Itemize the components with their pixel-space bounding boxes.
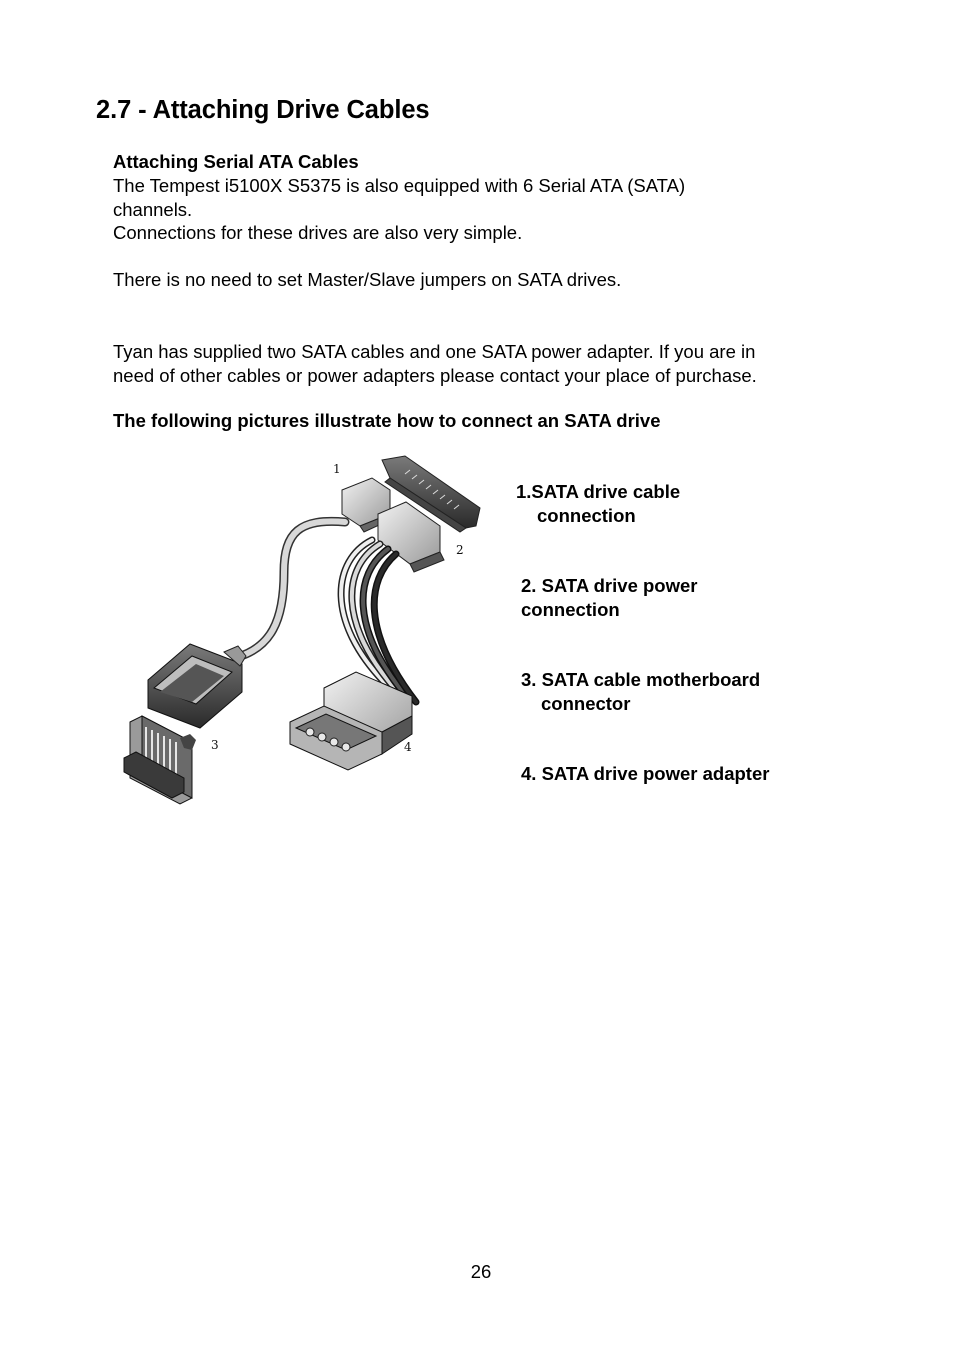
legend-item-1 — [516, 480, 680, 527]
section-heading: 2.7 - Attaching Drive Cables — [96, 96, 430, 124]
paragraph-jumpers: There is no need to set Master/Slave jumpers on SATA drives. — [113, 269, 622, 290]
legend-line: 2. SATA drive power — [521, 575, 698, 596]
callout-4: 4 — [404, 740, 412, 754]
figure-intro: The following pictures illustrate how to connect an SATA drive — [113, 410, 661, 431]
paragraph-supplied-cables — [113, 340, 757, 387]
legend-item-4 — [521, 762, 769, 786]
paragraph-line: channels. — [113, 198, 193, 220]
legend-line: connection — [537, 504, 636, 526]
legend-line: 3. SATA cable motherboard — [521, 669, 761, 690]
paragraph-line: Connections for these drives are also very simple. — [113, 222, 523, 243]
callout-3: 3 — [211, 738, 219, 752]
legend-item-2 — [521, 574, 697, 621]
legend-item-3 — [521, 668, 760, 715]
callout-2: 2 — [456, 543, 464, 557]
paragraph-line: need of other cables or power adapters please contact your place of purchase. — [113, 364, 757, 386]
paragraph-line: The Tempest i5100X S5375 is also equipped with 6 Serial ATA (SATA) — [113, 175, 686, 196]
legend-line: 4. SATA drive power adapter — [521, 763, 770, 784]
legend-line: connection — [521, 598, 620, 620]
page-number: 26 — [470, 1261, 492, 1282]
callout-1: 1 — [333, 462, 341, 476]
data-cable-shape — [238, 521, 345, 657]
motherboard-header-shape — [124, 716, 196, 804]
motherboard-plug-shape — [148, 644, 246, 728]
legend-line: connector — [541, 692, 631, 714]
legend-line: 1.SATA drive cable — [516, 481, 681, 502]
paragraph-line: Tyan has supplied two SATA cables and one SATA power adapter. If you are in — [113, 341, 756, 362]
subheading: Attaching Serial ATA Cables — [113, 151, 359, 172]
paragraph-sata-channels — [113, 174, 685, 245]
sata-cables-illustration — [120, 452, 490, 808]
